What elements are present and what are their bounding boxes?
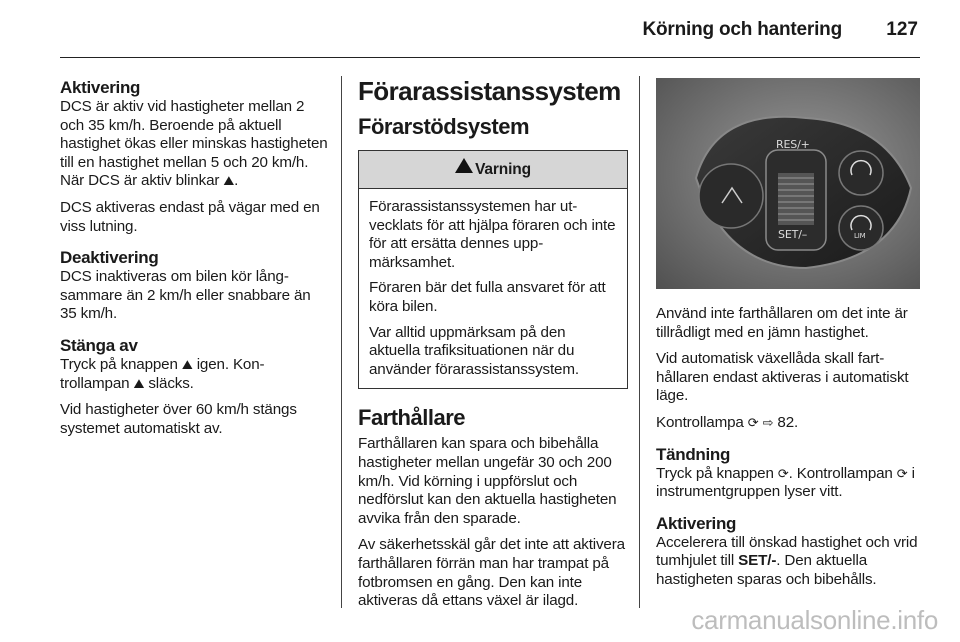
lim-label: LIM — [854, 232, 866, 240]
header-rule — [60, 57, 920, 58]
paragraph: Tryck på knappen ⛰ igen. Kontrollampan ⛰ släcks. — [60, 355, 265, 392]
paragraph: Accelerera till önskad hastighet och vrid tumhjulet till SET/-. Den aktuella hastigheten sparas och bibehålls. — [656, 533, 918, 588]
warning-triangle-icon — [455, 158, 473, 173]
column-2 — [358, 76, 628, 619]
paragraph: Tryck på knappen ⟳. Kontrollampan ⟳ i instrumentgruppen lyser vitt. — [656, 464, 915, 501]
heading-stanga-av: Stänga av — [60, 335, 138, 355]
heading-deaktivering: Deaktivering — [60, 248, 159, 268]
paragraph: Av säkerhetsskäl går det inte att aktivera farthållaren förrän man har trampat på fotbromsen en gång. Den kan inte aktiveras då ettans växel är ilagd. — [358, 536, 625, 610]
subsection-title: Förarstödsystem — [358, 114, 530, 139]
warning-header — [359, 151, 627, 189]
warning-box — [358, 150, 628, 389]
warning-title: Varning — [475, 161, 531, 178]
dcs-lamp-icon: ⛰ — [223, 173, 235, 189]
paragraph: Farthållaren kan spara och bibehålla hastigheter mellan ungefär 30 och 200 km/h. Vid körning i uppförslut och nedförslut kan den aktuella hastigheten avvika från den sparade. — [358, 435, 617, 527]
column-divider — [341, 76, 342, 608]
column-divider — [639, 76, 640, 608]
dcs-lamp-icon: ⛰ — [181, 356, 193, 372]
header-title: Körning och hantering — [642, 19, 842, 40]
cruise-control-icon: ⟳ — [896, 465, 908, 481]
column-3 — [656, 78, 921, 598]
paragraph: Föraren bär det fulla ansvaret för att köra bilen. — [369, 279, 606, 315]
paragraph: Var alltid uppmärksam på den aktuella trafiksituationen när du använder förarassistanssystem. — [369, 323, 579, 378]
subsection-title: Farthållare — [358, 405, 465, 431]
cruise-control-icon: ⟳ — [777, 465, 789, 481]
paragraph: DCS aktiveras endast på vägar med en viss lutning. — [60, 198, 320, 235]
paragraph: Vid hastigheter över 60 km/h stängs systemet automatiskt av. — [60, 401, 297, 437]
paragraph: Kontrollampa ⟳ ⇨ 82. — [656, 413, 799, 431]
cruise-control-icon: ⟳ — [747, 414, 759, 430]
res-label: RES/+ — [776, 138, 810, 151]
steering-wheel-controls-photo — [656, 78, 920, 289]
page-ref-arrow-icon: ⇨ — [762, 414, 774, 430]
watermark: carmanualsonline.info — [691, 605, 938, 635]
page-number: 127 — [886, 19, 918, 40]
heading-aktivering: Aktivering — [60, 78, 141, 97]
paragraph: Vid automatisk växellåda skall farthållaren endast aktiveras i automatiskt läge. — [656, 350, 909, 405]
paragraph: Förarassistanssystemen har utvecklats för att hjälpa föraren och inte för att ersätta dennes uppmärksamhet. — [369, 198, 616, 271]
warning-body — [359, 189, 627, 388]
dcs-lamp-icon: ⛰ — [133, 375, 145, 391]
heading-aktivering-2: Aktivering — [656, 513, 737, 533]
steering-wheel-illustration — [656, 78, 920, 289]
set-label: SET/– — [778, 228, 808, 241]
page-header — [0, 0, 960, 60]
heading-tandning: Tändning — [656, 444, 731, 464]
section-title: Förarassistanssystem — [358, 76, 621, 106]
paragraph: DCS inaktiveras om bilen kör långsammare än 2 km/h eller snabbare än 35 km/h. — [60, 268, 311, 323]
paragraph: DCS är aktiv vid hastigheter mellan 2 och 35 km/h. Beroende på aktuell hastighet ökas eller minskas hastigheten till en hastighet mellan 5 och 20 km/h. När DCS är aktiv blinkar ⛰. — [60, 98, 328, 190]
column-1 — [60, 78, 328, 446]
paragraph: Använd inte farthållaren om det inte är tillrådligt med en jämn hastighet. — [656, 305, 908, 341]
